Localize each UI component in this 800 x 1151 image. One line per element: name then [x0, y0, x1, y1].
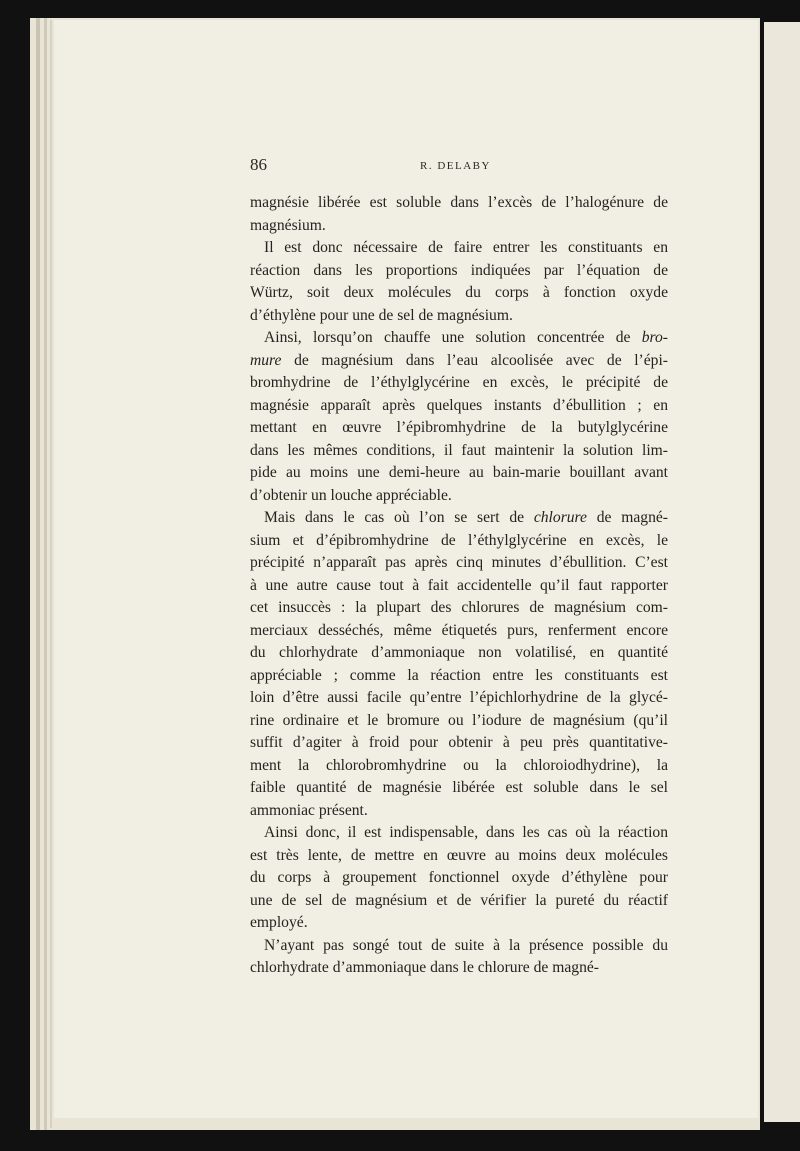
text-line: pide au moins une demi-heure au bain-marie bouillant avant — [250, 464, 668, 481]
text-line: N’ayant pas songé tout de suite à la présence possible du — [264, 936, 668, 954]
text-line: ment la chlorobromhydrine ou la chloroiodhydrine), la — [250, 756, 668, 774]
facing-page-edge — [764, 22, 800, 1122]
text-line: magnésium. — [250, 216, 326, 234]
text-line: précipité n’apparaît pas après cinq minutes d’ébullition. C’est — [250, 554, 668, 571]
text-line: est très lente, de mettre en œuvre au moins deux molécules — [250, 846, 668, 864]
text-line: cet insuccès : la plupart des chlorures de magnésium com- — [250, 599, 668, 616]
paragraph — [250, 507, 668, 822]
text-line: suffit d’agiter à froid pour obtenir à peu près quantitative- — [250, 734, 668, 751]
page-header — [250, 155, 670, 179]
paragraph — [250, 327, 668, 507]
paragraph — [250, 237, 668, 327]
text-line: mettant en œuvre l’épibromhydrine de la butylglycérine — [250, 419, 668, 436]
page-edge — [44, 18, 47, 1130]
text-line: sium et d’épibromhydrine de l’éthylglycérine en excès, le — [250, 531, 668, 549]
text-line: à une autre cause tout à fait accidentelle qu’il faut rapporter — [250, 576, 668, 594]
text-line: merciaux desséchés, même étiquetés purs, renferment encore — [250, 621, 668, 639]
text-line: chlorhydrate d’ammoniaque dans le chlorure de magné- — [250, 959, 599, 976]
text-line: Würtz, soit deux molécules du corps à fonction oxyde — [250, 284, 668, 301]
text-line: Ainsi donc, il est indispensable, dans les cas où la réaction — [264, 824, 668, 841]
text-line: magnésie libérée est soluble dans l’excès de l’halogénure de — [250, 194, 668, 211]
text-line: employé. — [250, 914, 308, 931]
text-line: mure de magnésium dans l’eau alcoolisée avec de l’épi- — [250, 351, 668, 369]
text-line: rine ordinaire et le bromure ou l’iodure de magnésium (qu’il — [250, 711, 668, 729]
text-line: Ainsi, lorsqu’on chauffe une solution concentrée de bro- — [264, 329, 668, 346]
paragraph — [250, 935, 668, 980]
text-line: appréciable ; comme la réaction entre les constituants est — [250, 666, 668, 684]
text-line: ammoniac présent. — [250, 801, 368, 819]
text-line: du corps à groupement fonctionnel oxyde d’éthylène pour — [250, 869, 668, 886]
running-head: R. DELABY — [420, 160, 491, 172]
page-number: 86 — [250, 155, 267, 174]
paragraph — [250, 822, 668, 935]
body-text — [250, 192, 668, 980]
text-line: loin d’être aussi facile qu’entre l’épichlorhydrine de la glycé- — [250, 689, 668, 706]
page-edge — [50, 20, 52, 1128]
page-edge — [36, 18, 40, 1130]
text-line: du chlorhydrate d’ammoniaque non volatilisé, en quantité — [250, 644, 668, 661]
text-line: faible quantité de magnésie libérée est soluble dans le sel — [250, 779, 668, 796]
text-line: Mais dans le cas où l’on se sert de chlorure de magné- — [264, 509, 668, 526]
text-line: dans les mêmes conditions, il faut maintenir la solution lim- — [250, 441, 668, 459]
text-line: bromhydrine de l’éthylglycérine en excès, le précipité de — [250, 374, 668, 391]
text-line: d’éthylène pour une de sel de magnésium. — [250, 306, 513, 324]
text-line: magnésie apparaît après quelques instants d’ébullition ; en — [250, 396, 668, 414]
text-line: Il est donc nécessaire de faire entrer les constituants en — [264, 239, 668, 256]
text-line: réaction dans les proportions indiquées par l’équation de — [250, 261, 668, 279]
paragraph — [250, 192, 668, 237]
text-line: d’obtenir un louche appréciable. — [250, 486, 452, 504]
text-line: une de sel de magnésium et de vérifier la pureté du réactif — [250, 891, 668, 909]
